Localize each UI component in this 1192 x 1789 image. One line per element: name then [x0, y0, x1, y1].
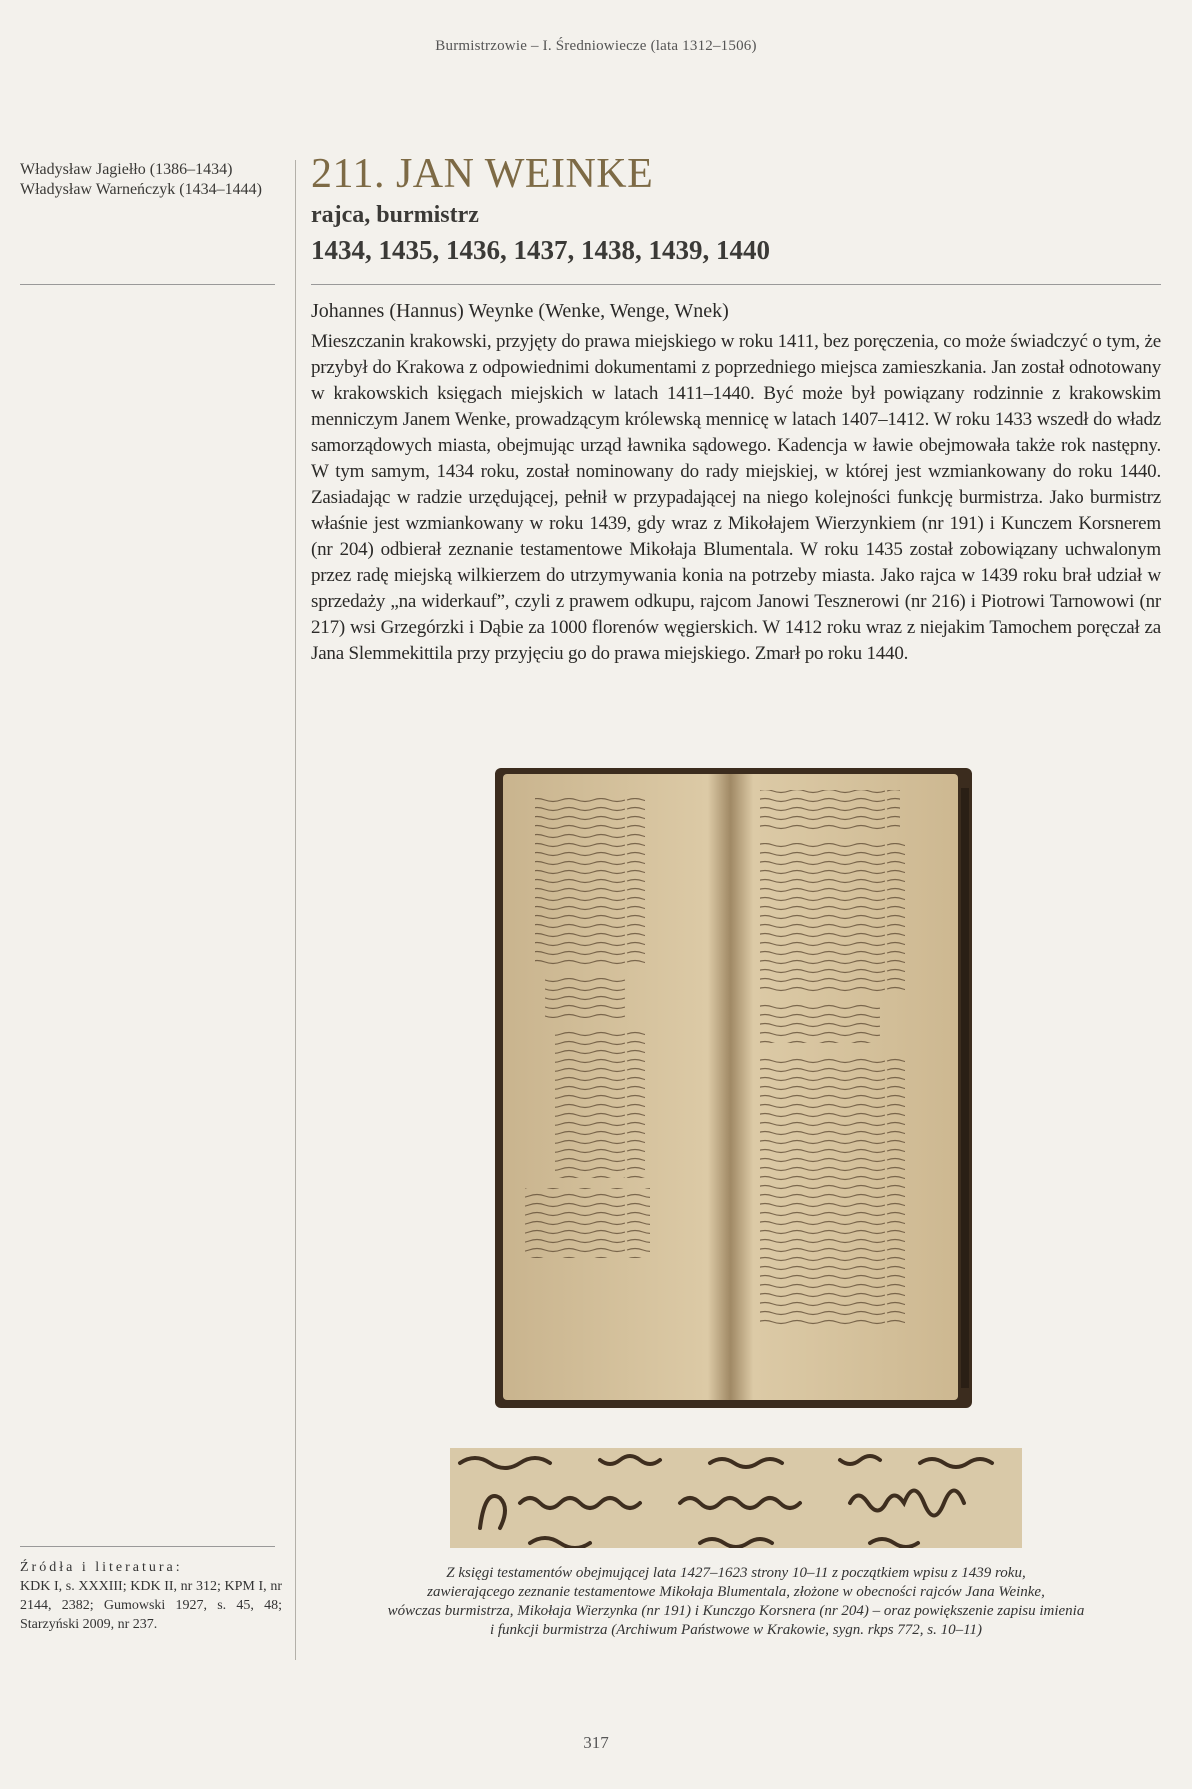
reign-jagiello: Władysław Jagiełło (1386–1434) [20, 161, 233, 178]
caption-line: Z księgi testamentów obejmującej lata 1427–1623 strony 10–11 z początkiem wpisu z 1439 roku, [446, 1565, 1026, 1581]
entry-title: 211. JAN WEINKE [311, 151, 654, 197]
reign-warnenczyk: Władysław Warneńczyk (1434–1444) [20, 181, 262, 198]
running-header: Burmistrzowie – I. Średniowiecze (lata 1312–1506) [435, 38, 757, 54]
sidebar-divider-top [20, 284, 275, 285]
figure-caption [311, 1564, 1161, 1640]
sources-block [20, 1558, 282, 1634]
sources-label: Źródła i literatura: [20, 1560, 183, 1575]
entry-years: 1434, 1435, 1436, 1437, 1438, 1439, 1440 [311, 235, 770, 265]
sources-text: KDK I, s. XXXIII; KDK II, nr 312; KPM I, nr 2144, 2382; Gumowski 1927, s. 45, 48; Starzyński 2009, nr 237. [20, 1579, 282, 1632]
caption-line: zawierającego zeznanie testamentowe Mikołaja Blumentala, złożone w obecności rajców Jana Weinke, [427, 1584, 1045, 1600]
name-variants: Johannes (Hannus) Weynke (Wenke, Wenge, Wnek) [311, 300, 729, 322]
manuscript-image [495, 768, 972, 1408]
caption-line: i funkcji burmistrza (Archiwum Państwowe w Krakowie, sygn. rkps 772, s. 10–11) [489, 1622, 983, 1638]
page-number: 317 [583, 1733, 609, 1752]
caption-line: wówczas burmistrza, Mikołaja Wierzynka (nr 191) i Kunczgo Korsnera (nr 204) – oraz powiększenie zapisu imienia [387, 1603, 1085, 1619]
column-divider [295, 160, 296, 1660]
entry-role: rajca, burmistrz [311, 202, 479, 228]
handwriting-enlargement-image [450, 1448, 1022, 1548]
sidebar-divider-bottom [20, 1546, 275, 1547]
reigns-list [20, 160, 280, 200]
biography-text: Mieszczanin krakowski, przyjęty do prawa miejskiego w roku 1411, bez poręczenia, co może świadczyć o tym, że przybył do Krakowa z odpowiednimi dokumentami z poprzedniego miejsca zamieszkania. Jan został odnotowany w krakowskich księgach miejskich w latach 1411–1440. Być może był powiązany rodzinnie z krakowskim menniczym Janem Wenke, prowadzącym królewską mennicę w latach 1407–1412. W roku 1433 wszedł do władz samorządowych miasta, obejmując urząd ławnika sądowego. Kadencja w ławie obejmowała także rok następny. W tym samym, 1434 roku, został nominowany do rady miejskiej, w której jest wzmiankowany do roku 1440. Zasiadając w radzie urzędującej, pełnił w przypadającej na niego kolejności funkcję burmistrza. Jako burmistrz właśnie jest wzmiankowany w roku 1439, gdy wraz z Mikołajem Wierzynkiem (nr 191) i Kunczem Korsnerem (nr 204) odbierał zeznanie testamentowe Mikołaja Blumentala. W roku 1435 został zobowiązany uchwalonym przez radę miejską wilkierzem do utrzymywania konia na potrzeby miasta. Jako rajca w 1439 roku brał udział w sprzedaży „na widerkauf”, czyli z prawem odkupu, rajcom Janowi Tesznerowi (nr 216) i Piotrowi Tarnowowi (nr 217) wsi Grzegórzki i Dąbie za 1000 florenów węgierskich. W 1412 roku wraz z niejakim Tamochem poręczał za Jana Slemmekittila przy przyjęciu go do prawa miejskiego. Zmarł po roku 1440. [311, 331, 1161, 664]
title-divider [311, 284, 1161, 285]
